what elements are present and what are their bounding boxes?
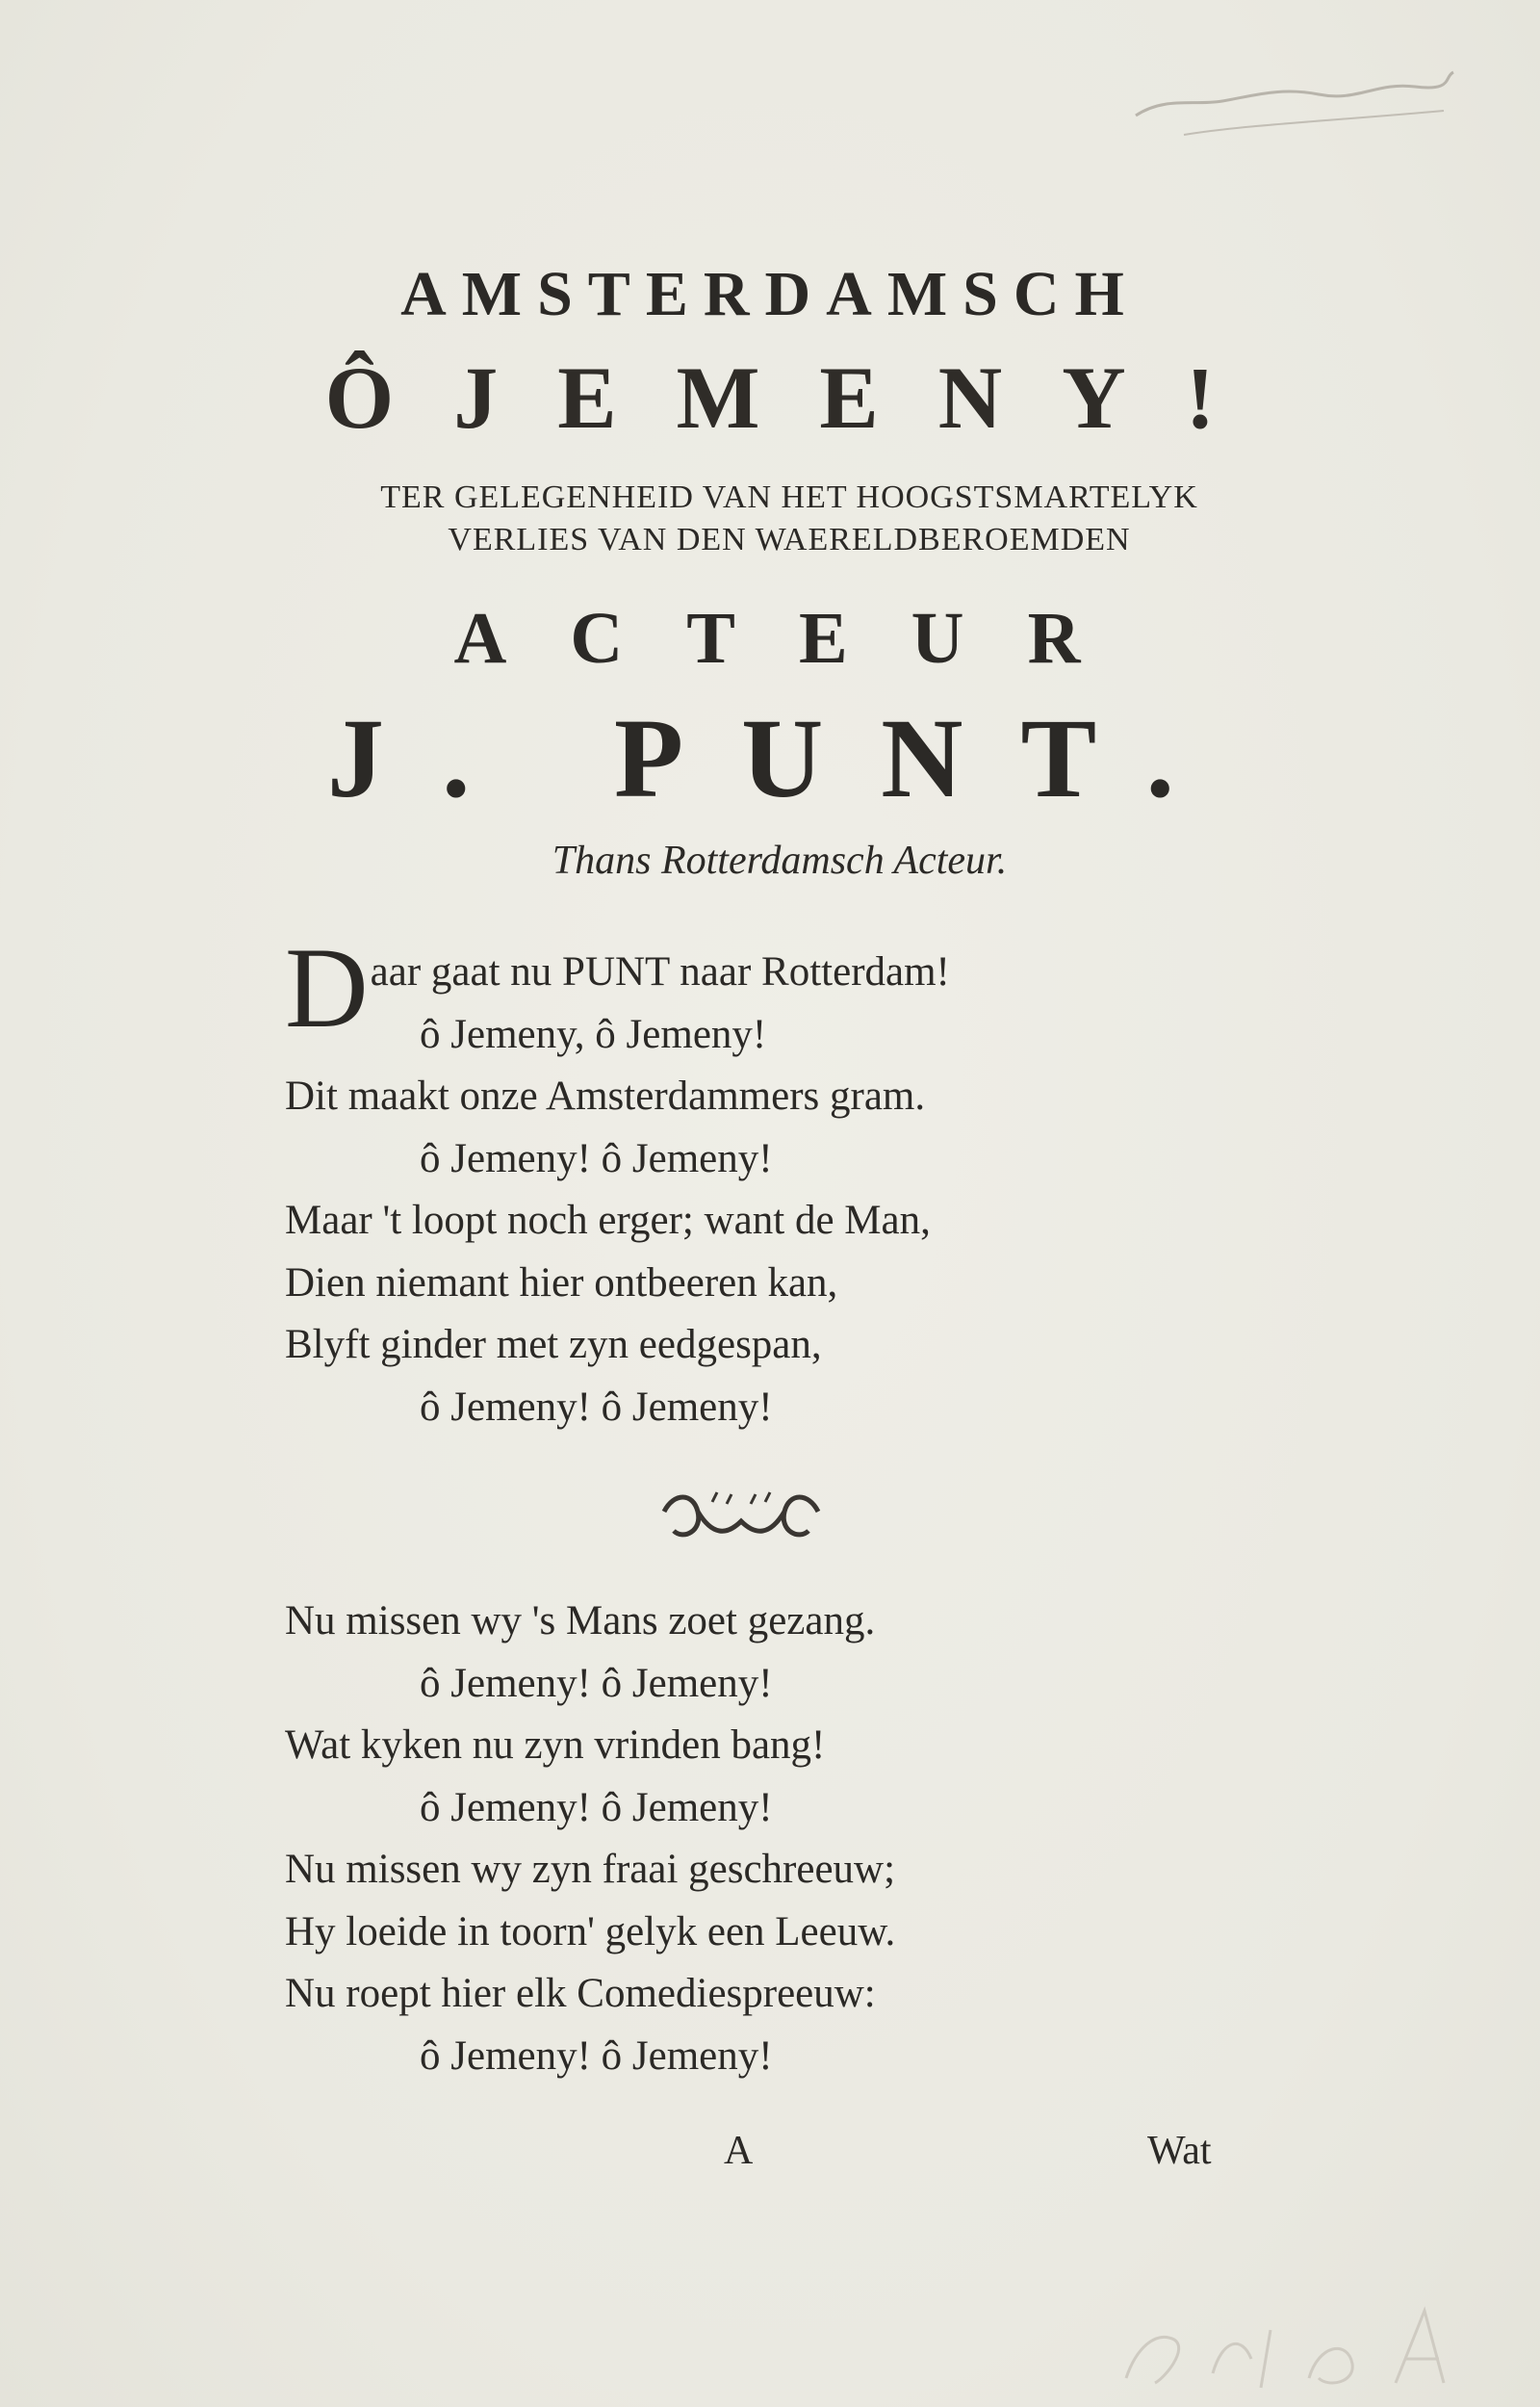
verse-line: Blyft ginder met zyn eedgespan, <box>285 1322 822 1367</box>
pencil-annotation-bottom <box>1107 2291 1473 2397</box>
verse-line: Maar 't loopt noch erger; want de Man, <box>285 1198 931 1243</box>
pencil-annotation-top <box>1126 58 1463 144</box>
verse-line: Nu roept hier elk Comediespreeuw: <box>285 1971 876 2016</box>
catchword: Wat <box>1147 2129 1212 2173</box>
title-o-jemeny <box>0 347 1540 449</box>
subtitle-line-1: TER GELEGENHEID VAN HET HOOGSTSMARTELYK <box>380 479 1198 515</box>
verse-line: Wat kyken nu zyn vrinden bang! <box>285 1722 826 1768</box>
italic-subtitle: Thans Rotterdamsch Acteur. <box>552 839 1008 883</box>
verse-line: ô Jemeny! ô Jemeny! <box>420 1660 773 1706</box>
stanza-1 <box>285 923 950 1438</box>
stanza-2 <box>285 1591 895 2087</box>
verse-line: ô Jemeny! ô Jemeny! <box>420 1384 773 1430</box>
verse-line: Dit maakt onze Amsterdammers gram. <box>285 1074 926 1119</box>
verse-line: ô Jemeny, ô Jemeny! <box>420 1011 767 1057</box>
subtitle-line-2: VERLIES VAN DEN WAERELDBEROEMDEN <box>448 522 1131 557</box>
ornament-divider <box>654 1483 828 1550</box>
verse-line: Hy loeide in toorn' gelyk een Leeuw. <box>285 1908 896 1954</box>
verse-line: ô Jemeny! ô Jemeny! <box>420 1784 773 1830</box>
verse-line: Nu missen wy 's Mans zoet gezang. <box>285 1598 876 1643</box>
signature-mark: A <box>724 2129 754 2173</box>
title-o-jemeny-text: ÔJEMENY <box>324 349 1186 447</box>
title-o-jemeny-exclamation: ! <box>1185 349 1216 447</box>
title-acteur: ACTEUR <box>453 598 1144 679</box>
drop-cap: D <box>285 923 369 1051</box>
verse-line: Nu missen wy zyn fraai geschreeuw; <box>285 1847 896 1892</box>
verse-line: Dien niemant hier ontbeeren kan, <box>285 1259 838 1306</box>
verse-line: aar gaat nu PUNT naar Rotterdam! <box>370 949 950 995</box>
title-j-punt: J. PUNT. <box>327 695 1232 821</box>
verse-line: ô Jemeny! ô Jemeny! <box>420 1135 773 1181</box>
title-amsterdamsch: AMSTERDAMSCH <box>400 259 1140 329</box>
verse-line: ô Jemeny! ô Jemeny! <box>420 2032 773 2079</box>
